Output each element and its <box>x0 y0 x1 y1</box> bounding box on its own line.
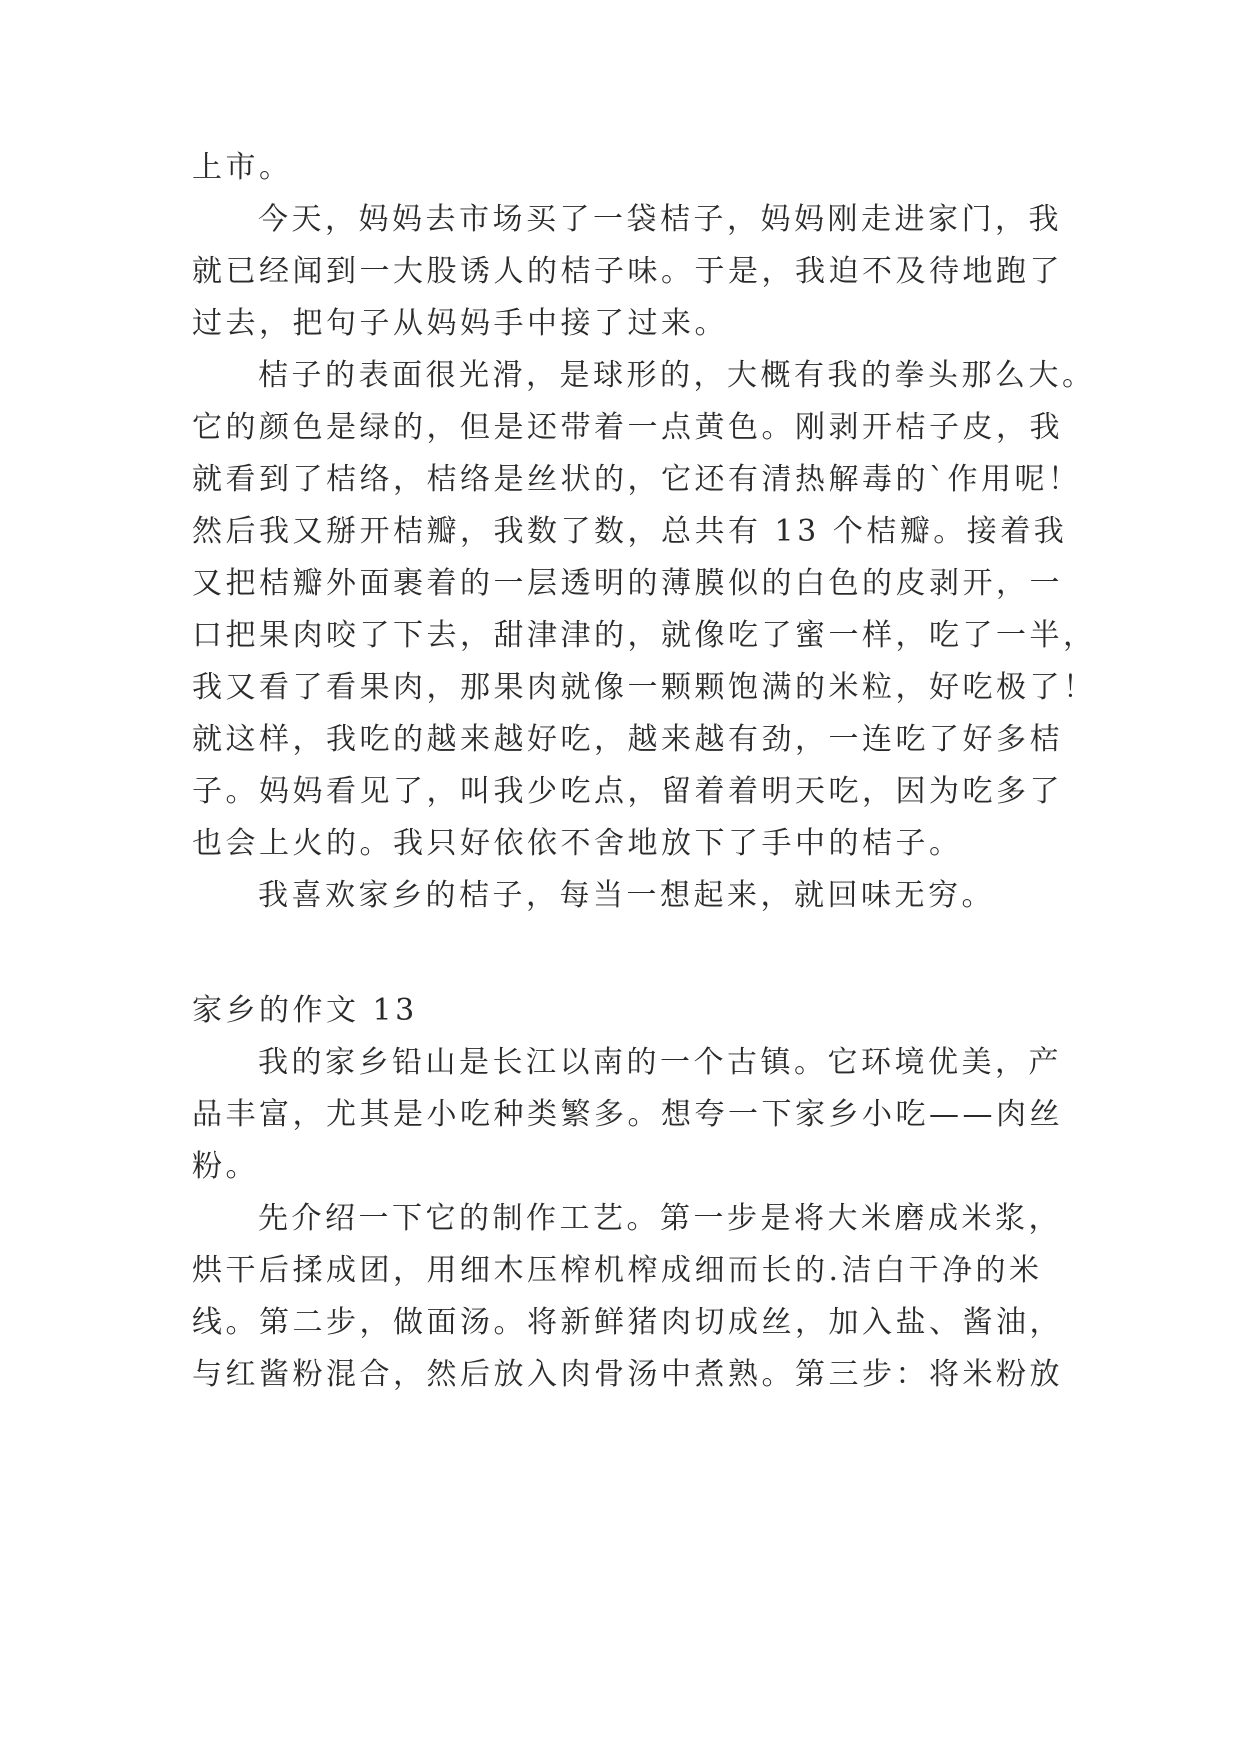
paragraph-start-line: 今天，妈妈去市场买了一袋桔子，妈妈刚走进家门，我 <box>258 202 1062 237</box>
text-line: 粉。 <box>192 1149 259 1184</box>
text-line: 过去，把句子从妈妈手中接了过来。 <box>192 306 728 341</box>
text-line: 它的颜色是绿的，但是还带着一点黄色。刚剥开桔子皮，我 <box>192 410 1063 445</box>
text-line: 子。妈妈看见了，叫我少吃点，留着着明天吃，因为吃多了 <box>192 774 1063 809</box>
text-line: 口把果肉咬了下去，甜津津的，就像吃了蜜一样，吃了一半， <box>192 618 1097 653</box>
text-line: 与红酱粉混合，然后放入肉骨汤中煮熟。第三步：将米粉放 <box>192 1357 1063 1392</box>
text-line: 又把桔瓣外面裹着的一层透明的薄膜似的白色的皮剥开，一 <box>192 566 1063 601</box>
paragraph-start-line: 先介绍一下它的制作工艺。第一步是将大米磨成米浆， <box>258 1201 1062 1236</box>
essay-title: 家乡的作文 13 <box>192 993 418 1028</box>
text-line: 就已经闻到一大股诱人的桔子味。于是，我迫不及待地跑了 <box>192 254 1063 289</box>
text-line: 然后我又掰开桔瓣，我数了数，总共有 13 个桔瓣。接着我 <box>192 514 1068 549</box>
paragraph-start-line: 我的家乡铅山是长江以南的一个古镇。它环境优美，产 <box>258 1045 1062 1080</box>
essay-13 <box>192 985 1063 1401</box>
text-line: 烘干后揉成团，用细木压榨机榨成细而长的.洁白干净的米 <box>192 1253 1043 1288</box>
text-line: 品丰富，尤其是小吃种类繁多。想夸一下家乡小吃——肉丝 <box>192 1097 1063 1132</box>
essay-12-ending <box>192 142 1097 922</box>
paragraph-start-line: 桔子的表面很光滑，是球形的，大概有我的拳头那么大。 <box>258 358 1096 393</box>
text-line: 上市。 <box>192 150 293 185</box>
text-line: 就这样，我吃的越来越好吃，越来越有劲，一连吃了好多桔 <box>192 722 1063 757</box>
text-line: 就看到了桔络，桔络是丝状的，它还有清热解毒的`作用呢！ <box>192 462 1082 497</box>
text-line: 我又看了看果肉，那果肉就像一颗颗饱满的米粒，好吃极了！ <box>192 670 1097 705</box>
text-line: 也会上火的。我只好依依不舍地放下了手中的桔子。 <box>192 826 963 861</box>
text-line: 线。第二步，做面汤。将新鲜猪肉切成丝，加入盐、酱油， <box>192 1305 1063 1340</box>
paragraph-start-line: 我喜欢家乡的桔子，每当一想起来，就回味无穷。 <box>258 878 995 913</box>
